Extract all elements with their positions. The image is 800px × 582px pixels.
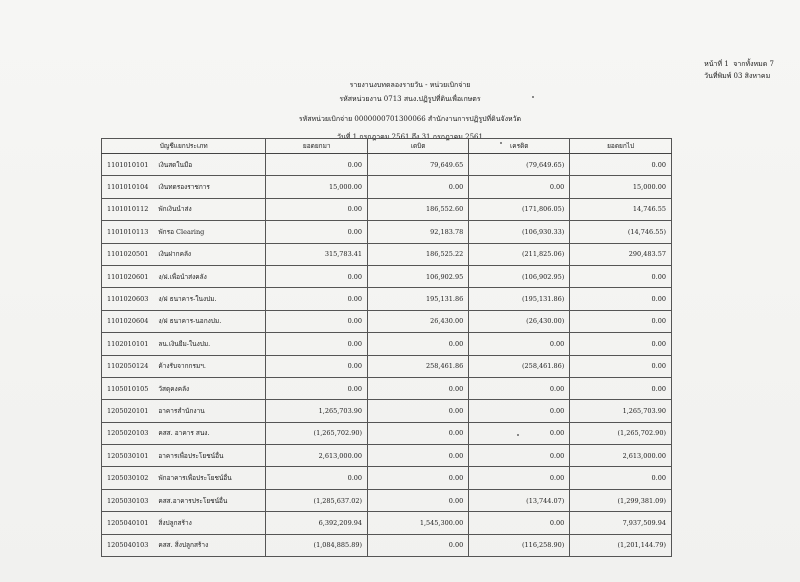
account-name: ง/ฝ.เพื่อนำส่งคลัง [153,265,266,287]
carried-forward-value: 7,937,509.94 [570,512,672,534]
carried-forward-value: (1,265,702.90) [570,422,672,444]
account-code: 1205040101 [102,512,154,534]
brought-forward-value: 0.00 [266,265,368,287]
debit-value: 258,461.86 [368,355,469,377]
table-row [102,445,672,467]
credit-value: (258,461.86) [469,355,570,377]
account-code: 1205030103 [102,489,154,511]
credit-value: 0.00 [469,400,570,422]
carried-forward-value: 0.00 [570,265,672,287]
debit-value: 0.00 [368,377,469,399]
account-code: 1205030101 [102,445,154,467]
account-name: ง/ฝ ธนาคาร-นอกงปม. [153,310,266,332]
carried-forward-value: (14,746.55) [570,221,672,243]
page-info [704,58,774,82]
brought-forward-value: 0.00 [266,377,368,399]
credit-value: 0.00 [469,377,570,399]
account-code: 1101010104 [102,176,154,198]
credit-value: (26,430.00) [469,310,570,332]
brought-forward-value: (1,265,702.90) [266,422,368,444]
account-name: เงินสดในมือ [153,154,266,176]
table-row [102,534,672,556]
print-date: วันที่พิมพ์ 03 สิงหาคม [704,72,771,80]
brought-forward-value: 0.00 [266,154,368,176]
brought-forward-value: 0.00 [266,355,368,377]
page-total: จากทั้งหมด 7 [733,60,774,68]
table-row [102,489,672,511]
debit-value: 1,545,300.00 [368,512,469,534]
table-row [102,198,672,220]
table-row [102,288,672,310]
carried-forward-value: 0.00 [570,333,672,355]
brought-forward-value: (1,084,885.89) [266,534,368,556]
carried-forward-value: 290,483.57 [570,243,672,265]
credit-value: 0.00 [469,445,570,467]
brought-forward-value: 315,783.41 [266,243,368,265]
account-name: วัสดุคงคลัง [153,377,266,399]
column-header-debit: เดบิต [368,139,469,154]
account-name: อาคารเพื่อประโยชน์อื่น [153,445,266,467]
debit-value: 92,183.78 [368,221,469,243]
credit-value: 0.00 [469,467,570,489]
report-header [200,78,620,144]
carried-forward-value: (1,201,144.79) [570,534,672,556]
credit-value: 0.00 [469,333,570,355]
debit-value: 0.00 [368,467,469,489]
debit-value: 0.00 [368,534,469,556]
credit-value: 0.00 [469,422,570,444]
account-name: เงินฝากคลัง [153,243,266,265]
credit-value: 0.00 [469,176,570,198]
account-name: ง/ฝ ธนาคาร-ในงปม. [153,288,266,310]
brought-forward-value: (1,285,637.02) [266,489,368,511]
carried-forward-value: 14,746.55 [570,198,672,220]
scan-speck [532,96,534,98]
account-code: 1101020501 [102,243,154,265]
table-row [102,243,672,265]
credit-value: (171,806.05) [469,198,570,220]
brought-forward-value: 0.00 [266,198,368,220]
trial-balance-table [101,138,672,557]
account-name: อาคารสำนักงาน [153,400,266,422]
column-header-brought-forward: ยอดยกมา [266,139,368,154]
report-title: รายงานงบทดลองรายวัน - หน่วยเบิกจ่าย [349,81,471,89]
carried-forward-value: 0.00 [570,355,672,377]
account-code: 1101010113 [102,221,154,243]
table-row [102,176,672,198]
table-row [102,467,672,489]
account-code: 1101010112 [102,198,154,220]
table-row [102,512,672,534]
brought-forward-value: 6,392,209.94 [266,512,368,534]
credit-value: (106,930.33) [469,221,570,243]
table-row [102,154,672,176]
account-code: 1205030102 [102,467,154,489]
debit-value: 186,552.60 [368,198,469,220]
debit-value: 0.00 [368,176,469,198]
carried-forward-value: 0.00 [570,467,672,489]
table-row [102,265,672,287]
brought-forward-value: 0.00 [266,288,368,310]
credit-value: (79,649.65) [469,154,570,176]
table-header-row [102,139,672,154]
debit-value: 26,430.00 [368,310,469,332]
brought-forward-value: 15,000.00 [266,176,368,198]
carried-forward-value: 1,265,703.90 [570,400,672,422]
brought-forward-value: 0.00 [266,333,368,355]
debit-value: 186,525.22 [368,243,469,265]
table-row [102,333,672,355]
credit-value: (106,902.95) [469,265,570,287]
credit-value: (211,825.06) [469,243,570,265]
carried-forward-value: (1,299,381.09) [570,489,672,511]
carried-forward-value: 0.00 [570,288,672,310]
debit-value: 0.00 [368,400,469,422]
account-code: 1101020601 [102,265,154,287]
account-name: ลน.เงินยืม-ในงปม. [153,333,266,355]
disbursing-unit-line: รหัสหน่วยเบิกจ่าย 0000000701300066 สำนักงานการปฏิรูปที่ดินจังหวัด [298,115,522,123]
account-code: 1101020603 [102,288,154,310]
account-code: 1101020604 [102,310,154,332]
account-name: คสส. อาคาร สนง. [153,422,266,444]
account-name: คสส.อาคารประโยชน์อื่น [153,489,266,511]
account-name: พักเงินนำส่ง [153,198,266,220]
table-row [102,422,672,444]
account-code: 1102010101 [102,333,154,355]
agency-line: รหัสหน่วยงาน 0713 สนง.ปฏิรูปที่ดินเพื่อเกษตร [339,95,481,103]
column-header-credit: เครดิต [469,139,570,154]
debit-value: 0.00 [368,333,469,355]
table-row [102,355,672,377]
table-row [102,221,672,243]
carried-forward-value: 0.00 [570,154,672,176]
debit-value: 0.00 [368,422,469,444]
column-header-carried-forward: ยอดยกไป [570,139,672,154]
account-name: เงินทดรองราชการ [153,176,266,198]
brought-forward-value: 0.00 [266,221,368,243]
account-name: พักรอ Clearing [153,221,266,243]
account-code: 1102050124 [102,355,154,377]
carried-forward-value: 0.00 [570,310,672,332]
carried-forward-value: 0.00 [570,377,672,399]
carried-forward-value: 2,613,000.00 [570,445,672,467]
page-number: หน้าที่ 1 [704,60,729,68]
brought-forward-value: 2,613,000.00 [266,445,368,467]
brought-forward-value: 1,265,703.90 [266,400,368,422]
debit-value: 0.00 [368,445,469,467]
credit-value: (13,744.07) [469,489,570,511]
debit-value: 79,649.65 [368,154,469,176]
credit-value: (116,258.90) [469,534,570,556]
period-line: วันที่ 1 กรกฎาคม 2561 ถึง 31 กรกฎาคม 2561 [337,133,483,141]
debit-value: 0.00 [368,489,469,511]
carried-forward-value: 15,000.00 [570,176,672,198]
credit-value: (195,131.86) [469,288,570,310]
account-name: คสส. สิ่งปลูกสร้าง [153,534,266,556]
account-code: 1105010105 [102,377,154,399]
account-name: พักอาคารเพื่อประโยชน์อื่น [153,467,266,489]
scan-speck [517,434,519,436]
account-code: 1205020101 [102,400,154,422]
brought-forward-value: 0.00 [266,467,368,489]
table-row [102,400,672,422]
debit-value: 195,131.86 [368,288,469,310]
table-row [102,377,672,399]
account-code: 1205020103 [102,422,154,444]
debit-value: 106,902.95 [368,265,469,287]
account-name: ค้างรับจากกรมฯ. [153,355,266,377]
column-header-account: บัญชีแยกประเภท [102,139,266,154]
scan-speck [500,142,502,144]
table-row [102,310,672,332]
account-name: สิ่งปลูกสร้าง [153,512,266,534]
credit-value: 0.00 [469,512,570,534]
account-code: 1101010101 [102,154,154,176]
account-code: 1205040103 [102,534,154,556]
brought-forward-value: 0.00 [266,310,368,332]
